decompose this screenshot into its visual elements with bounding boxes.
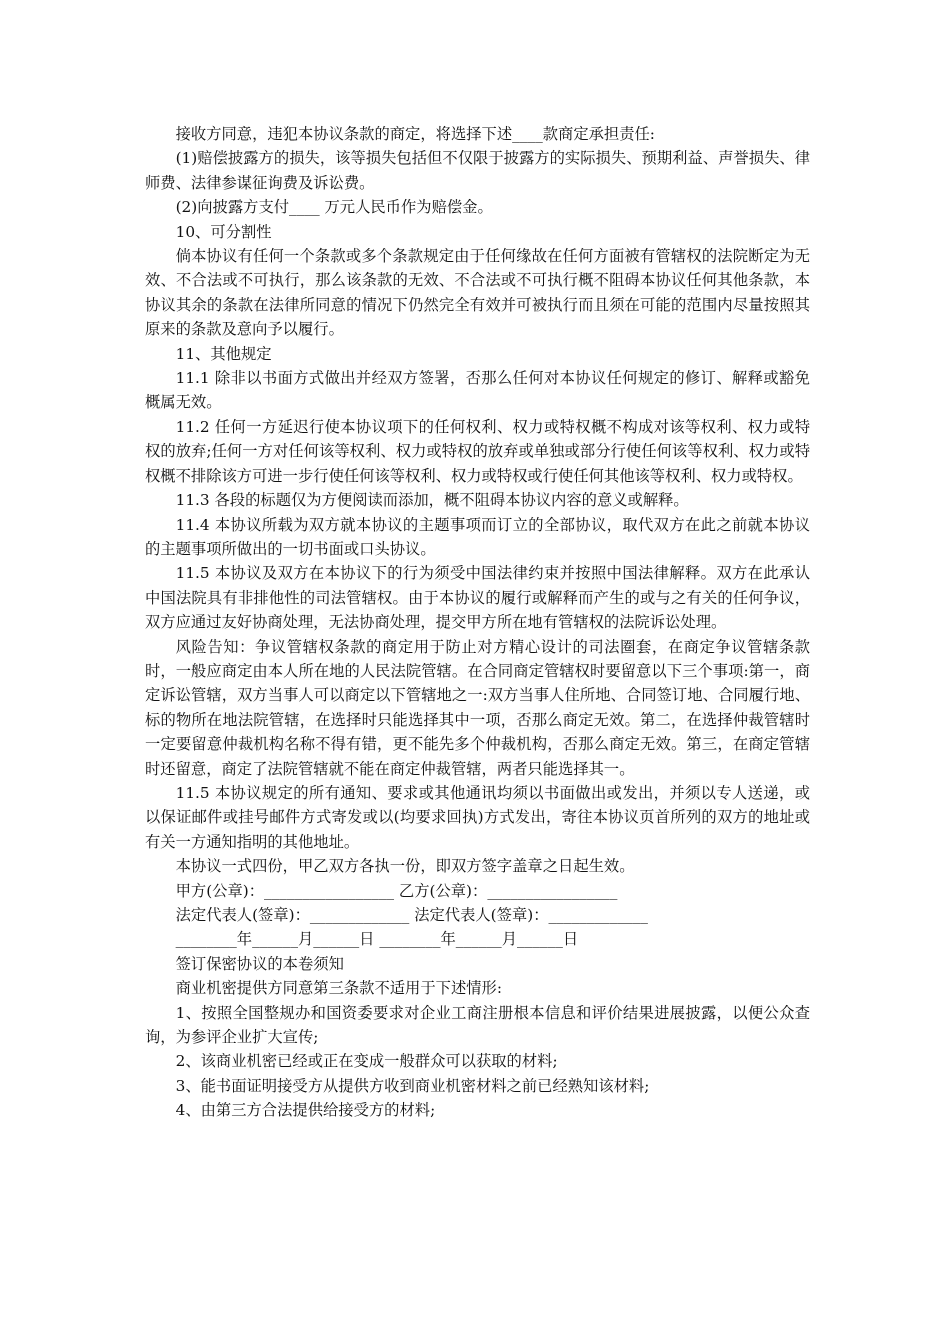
- risk-notice-paragraph: 风险告知：争议管辖权条款的商定用于防止对方精心设计的司法圈套，在商定争议管辖条款时，一般应商定由本人所在地的人民法院管辖。在合同商定管辖权时要留意以下三个事项:第一，商定诉讼管辖，双方当事人可以商定以下管辖地之一:双方当事人住所地、合同签订地、合同履行地、标的物所在地法院管辖，在选择时只能选择其中一项，否那么商定无效。第二，在选择仲裁管辖时一定要留意仲裁机构名称不得有错，更不能先多个仲裁机构，否那么商定无效。第三，在商定管辖时还留意，商定了法院管辖就不能在商定仲裁管辖，两者只能选择其一。: [145, 637, 810, 778]
- list-item: 2、该商业机密已经或正在变成一般群众可以获取的材料;: [175, 1052, 558, 1071]
- paragraph: (2)向披露方支付____ 万元人民币作为赔偿金。: [175, 198, 493, 217]
- paragraph: 11.5 本协议及双方在本协议下的行为须受中国法律约束并按照中国法律解释。双方在此承认中国法院具有非排他性的司法管辖权。由于本协议的履行或解释而产生的或与之有关的任何争议，双方应通过友好协商处理，无法协商处理，提交甲方所在地有管辖权的法院诉讼处理。: [145, 564, 810, 632]
- signature-line-representative: 法定代表人(签章)：_____________ 法定代表人(签章)：_____________: [175, 906, 648, 924]
- paragraph: 11.3 各段的标题仅为方便阅读而添加，概不阻碍本协议内容的意义或解释。: [175, 491, 689, 510]
- section-heading: 签订保密协议的本卷须知: [175, 954, 344, 973]
- paragraph: 11.5 本协议规定的所有通知、要求或其他通讯均须以书面做出或发出，并须以专人送递，或以保证邮件或挂号邮件方式寄发或以(均要求回执)方式发出，寄往本协议页首所列的双方的地址或有关一方通知指明的其他地址。: [145, 783, 810, 851]
- list-item: 1、按照全国整规办和国资委要求对企业工商注册根本信息和评价结果进展披露，以便公众查询，为参评企业扩大宣传;: [145, 1003, 810, 1047]
- paragraph: 11.2 任何一方延迟行使本协议项下的任何权利、权力或特权概不构成对该等权利、权力或特权的放弃;任何一方对任何该等权利、权力或特权的放弃或单独或部分行使任何该等权利、权力或特权概不排除该方可进一步行使任何该等权利、权力或特权或行使任何其他该等权利、权力或特权。: [145, 417, 810, 485]
- paragraph: 11.1 除非以书面方式做出并经双方签署，否那么任何对本协议任何规定的修订、解释或豁免概属无效。: [145, 369, 810, 412]
- document-body: [145, 122, 810, 1123]
- list-item: 4、由第三方合法提供给接受方的材料;: [175, 1101, 436, 1120]
- paragraph: 接收方同意，违犯本协议条款的商定，将选择下述____款商定承担责任:: [175, 125, 655, 143]
- paragraph: 本协议一式四份，甲乙双方各执一份，即双方签字盖章之日起生效。: [175, 857, 635, 876]
- section-heading: 10、可分割性: [175, 222, 272, 241]
- list-item: 3、能书面证明接受方从提供方收到商业机密材料之前已经熟知该材料;: [175, 1076, 650, 1095]
- signature-line-date: ________年______月______日 ________年______月______日: [175, 930, 579, 949]
- paragraph: 倘本协议有任何一个条款或多个条款规定由于任何缘故在任何方面被有管辖权的法院断定为无效、不合法或不可执行，那么该条款的无效、不合法或不可执行概不阻碍本协议任何其他条款，本协议其余的条款在法律所同意的情况下仍然完全有效并可被执行而且须在可能的范围内尽量按照其原来的条款及意向予以履行。: [145, 247, 810, 339]
- paragraph: 商业机密提供方同意第三条款不适用于下述情形:: [175, 979, 502, 998]
- paragraph: 11.4 本协议所载为双方就本协议的主题事项而订立的全部协议，取代双方在此之前就本协议的主题事项所做出的一切书面或口头协议。: [145, 515, 810, 558]
- signature-line-party-seal: 甲方(公章)：_________________ 乙方(公章)：_________________: [175, 881, 618, 900]
- section-heading: 11、其他规定: [175, 344, 272, 363]
- paragraph: (1)赔偿披露方的损失，该等损失包括但不仅限于披露方的实际损失、预期利益、声誉损失、律师费、法律参谋征询费及诉讼费。: [145, 149, 810, 192]
